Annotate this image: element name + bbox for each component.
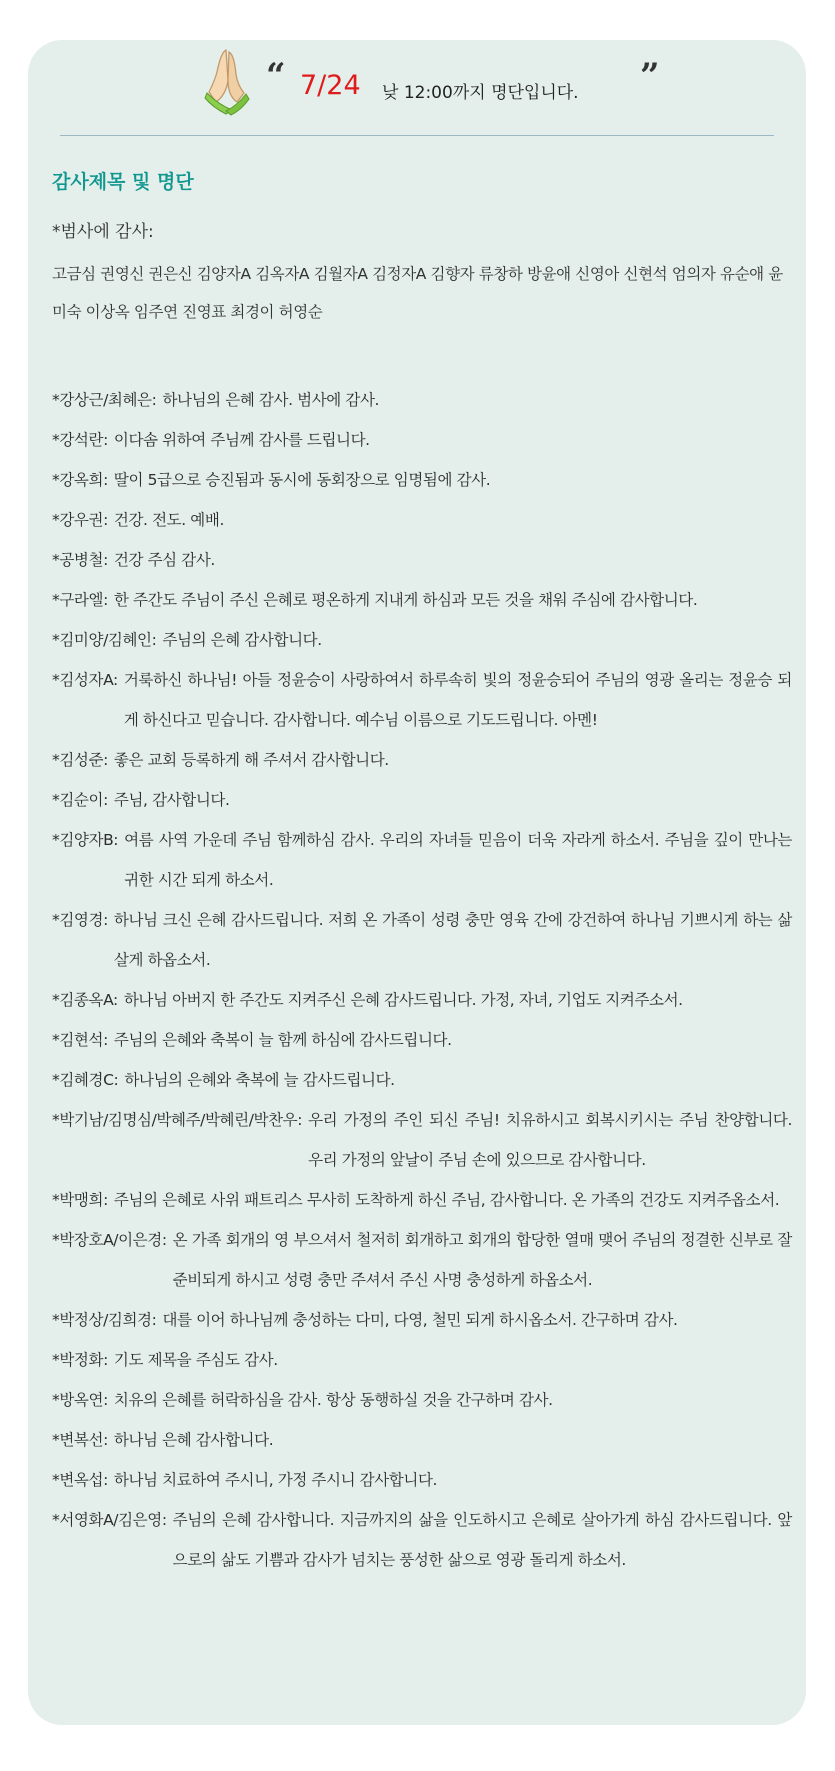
entry-name: *변옥섭: bbox=[52, 1471, 108, 1489]
prayer-entry bbox=[52, 1420, 792, 1460]
prayer-entry bbox=[52, 980, 792, 1020]
prayer-entry bbox=[52, 900, 792, 980]
entry-text: 주님의 은혜 감사합니다. 지금까지의 삶을 인도하시고 은혜로 살아가게 하심 감사드립니다. 앞으로의 삶도 기쁨과 감사가 넘치는 풍성한 삶으로 영광 돌리게 하소서. bbox=[172, 1511, 792, 1569]
entry-text: 건강. 전도. 예배. bbox=[113, 511, 224, 529]
entry-name: *구라엘: bbox=[52, 591, 108, 609]
entry-name: *김양자B: bbox=[52, 831, 119, 849]
prayer-entry bbox=[52, 660, 792, 740]
entry-name: *강우권: bbox=[52, 511, 108, 529]
entry-text: 좋은 교회 등록하게 해 주셔서 감사합니다. bbox=[113, 751, 389, 769]
entry-text: 하나님의 은혜와 축복에 늘 감사드립니다. bbox=[124, 1071, 395, 1089]
entry-text: 하나님의 은혜 감사. 범사에 감사. bbox=[162, 391, 380, 409]
entry-text: 온 가족 회개의 영 부으셔서 철저히 회개하고 회개의 합당한 열매 맺어 주님의 정결한 신부로 잘 준비되게 하시고 성령 충만 주셔서 주신 사명 충성하게 하옵소서. bbox=[172, 1231, 792, 1289]
entry-name: *강상근/최혜은: bbox=[52, 391, 157, 409]
entry-text: 주님의 은혜와 축복이 늘 함께 하심에 감사드립니다. bbox=[113, 1031, 452, 1049]
prayer-entry bbox=[52, 460, 792, 500]
entry-text: 하나님 은혜 감사합니다. bbox=[113, 1431, 274, 1449]
entry-name: *김미양/김혜인: bbox=[52, 631, 157, 649]
entry-name: *김영경: bbox=[52, 911, 108, 929]
prayer-card bbox=[28, 40, 806, 1725]
thanks-in-all-names: 고금심 권영신 권은신 김양자A 김옥자A 김월자A 김정자A 김향자 류창하 방윤애 신영아 신현석 엄의자 유순애 윤미숙 이상옥 임주연 진영표 최경이 허영순 bbox=[52, 265, 783, 321]
entry-text: 이다솜 위하여 주님께 감사를 드립니다. bbox=[113, 431, 370, 449]
prayer-entry bbox=[52, 1380, 792, 1420]
entry-name: *김순이: bbox=[52, 791, 108, 809]
prayer-entry bbox=[52, 620, 792, 660]
entry-name: *방옥연: bbox=[52, 1391, 108, 1409]
entry-text: 하나님 크신 은혜 감사드립니다. 저희 온 가족이 성령 충만 영육 간에 강건하여 하나님 기쁘시게 하는 삶 살게 하옵소서. bbox=[113, 911, 792, 969]
prayer-entry bbox=[52, 380, 792, 420]
header-divider bbox=[60, 135, 774, 136]
deadline-date: 7/24 bbox=[300, 70, 361, 101]
entry-name: *박정화: bbox=[52, 1351, 108, 1369]
entry-text: 우리 가정의 주인 되신 주님! 치유하시고 회복시키시는 주님 찬양합니다. 우리 가정의 앞날이 주님 손에 있으므로 감사합니다. bbox=[308, 1111, 792, 1169]
close-quote: ” bbox=[640, 56, 660, 96]
entry-name: *김현석: bbox=[52, 1031, 108, 1049]
prayer-entry bbox=[52, 820, 792, 900]
praying-hands-icon bbox=[202, 46, 254, 116]
entry-text: 건강 주심 감사. bbox=[113, 551, 215, 569]
prayer-entry bbox=[52, 580, 792, 620]
prayer-entry bbox=[52, 1460, 792, 1500]
entry-name: *박장호A/이은경: bbox=[52, 1231, 167, 1249]
entry-name: *김혜경C: bbox=[52, 1071, 119, 1089]
section-title: 감사제목 및 명단 bbox=[52, 171, 194, 193]
prayer-entry bbox=[52, 1220, 792, 1300]
prayer-entry bbox=[52, 420, 792, 460]
deadline-text: 낮 12:00까지 명단입니다. bbox=[382, 83, 579, 103]
prayer-entry bbox=[52, 540, 792, 580]
entry-text: 한 주간도 주님이 주신 은혜로 평온하게 지내게 하심과 모든 것을 채워 주심에 감사합니다. bbox=[113, 591, 698, 609]
prayer-entries-list bbox=[52, 380, 792, 1580]
entry-name: *김종옥A: bbox=[52, 991, 118, 1009]
entry-text: 대를 이어 하나님께 충성하는 다미, 다영, 철민 되게 하시옵소서. 간구하며 감사. bbox=[162, 1311, 678, 1329]
prayer-entry bbox=[52, 1500, 792, 1580]
entry-text: 여름 사역 가운데 주님 함께하심 감사. 우리의 자녀들 믿음이 더욱 자라게 하소서. 주님을 깊이 만나는 귀한 시간 되게 하소서. bbox=[124, 831, 792, 889]
prayer-entry bbox=[52, 780, 792, 820]
prayer-entry bbox=[52, 740, 792, 780]
entry-text: 치유의 은혜를 허락하심을 감사. 항상 동행하실 것을 간구하며 감사. bbox=[113, 1391, 553, 1409]
entry-text: 기도 제목을 주심도 감사. bbox=[113, 1351, 278, 1369]
prayer-entry bbox=[52, 1340, 792, 1380]
thanks-in-all-title: *범사에 감사: bbox=[52, 222, 154, 242]
entry-text: 하나님 치료하여 주시니, 가정 주시니 감사합니다. bbox=[113, 1471, 438, 1489]
entry-text: 딸이 5급으로 승진됨과 동시에 동회장으로 임명됨에 감사. bbox=[113, 471, 491, 489]
prayer-entry bbox=[52, 500, 792, 540]
prayer-entry bbox=[52, 1020, 792, 1060]
open-quote: “ bbox=[266, 56, 286, 96]
entry-name: *변복선: bbox=[52, 1431, 108, 1449]
prayer-entry bbox=[52, 1300, 792, 1340]
entry-text: 주님의 은혜 감사합니다. bbox=[162, 631, 322, 649]
entry-name: *박기남/김명심/박혜주/박혜린/박찬우: bbox=[52, 1111, 303, 1129]
entry-text: 주님, 감사합니다. bbox=[113, 791, 230, 809]
header bbox=[28, 40, 806, 136]
prayer-entry bbox=[52, 1100, 792, 1180]
entry-name: *공병철: bbox=[52, 551, 108, 569]
entry-name: *박맹희: bbox=[52, 1191, 108, 1209]
entry-name: *서영화A/김은영: bbox=[52, 1511, 167, 1529]
entry-text: 주님의 은혜로 사위 패트리스 무사히 도착하게 하신 주님, 감사합니다. 온 가족의 건강도 지켜주옵소서. bbox=[113, 1191, 780, 1209]
entry-text: 하나님 아버지 한 주간도 지켜주신 은혜 감사드립니다. 가정, 자녀, 기업도 지켜주소서. bbox=[123, 991, 683, 1009]
entry-text: 거룩하신 하나님! 아들 정윤승이 사랑하여서 하루속히 빛의 정윤승되어 주님의 영광 올리는 정윤승 되게 하신다고 믿습니다. 감사합니다. 예수님 이름으로 기도드립니다. 아멘! bbox=[123, 671, 792, 729]
entry-name: *박정상/김희경: bbox=[52, 1311, 157, 1329]
entry-name: *김성준: bbox=[52, 751, 108, 769]
entry-name: *강옥희: bbox=[52, 471, 108, 489]
entry-name: *김성자A: bbox=[52, 671, 118, 689]
prayer-entry bbox=[52, 1060, 792, 1100]
prayer-entry bbox=[52, 1180, 792, 1220]
entry-name: *강석란: bbox=[52, 431, 108, 449]
